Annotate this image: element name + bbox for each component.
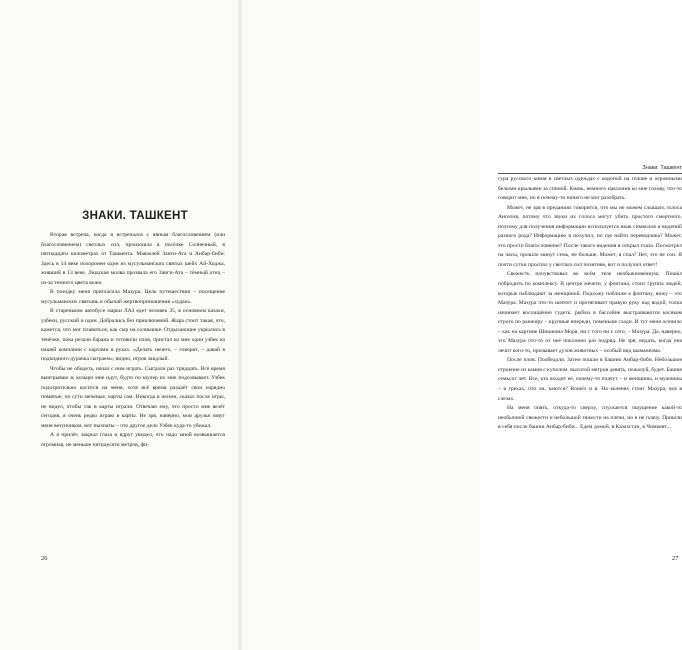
page-number-right: 27 [672, 555, 679, 562]
left-page-text [41, 231, 225, 451]
page-number-left: 26 [41, 555, 48, 562]
left-page [0, 0, 240, 650]
paragraph: После плов. Пообедали. Затем пошли в башню Анбар-биби. Небольшое строение из камня с куполом, высотой метров девять, пожалуй, будет. Башне семьсот лет. Все, кто входит её, почему-то плачут – и женщины, и мужчины – в грехах, что ли, каются? Вошёл и я. На коленях стоит Мазура, вся в слезах. [498, 357, 682, 402]
paragraph: В поездку меня пригласила Мазура. Цель путешествия – посещение мусульманских святынь и обычай жертвоприношения «худаи». [41, 289, 225, 305]
paragraph: На меня опять, откуда-то сверху, спускается ощущение какой-то необычной свежести и небольшой тяжести на плечи, но я не плачу. Пришли в себя после башни Анбар-биби... Едем домой, в Казахстан, в Чимкент... [498, 405, 682, 431]
paragraph: Вторая встреча, когда я встречался с явным благословением (или благословением) светлых сил, произошла в посёлке Солнечный, в пятнадцати километрах от Ташкента. Мавзолей Занги-Ата и Анбар-биби. Здесь в 14 веке похоронен один из мусульманских святых шейх Ай-Ходжа, живший в 13 веке. Людская молва прозвала его Занги-Ата – тёмный отец – из-за темного цвета кожи. [41, 232, 225, 286]
paragraph: А я прилёг, закрыл глаза и вдруг увидел, что надо мной возвышается огромная, не меньше пятидесяти метров, фи- [41, 432, 225, 449]
chapter-title: ЗНАКИ. ТАШКЕНТ [82, 210, 188, 222]
paragraph: В стареньком автобусе марки ЛАЗ едет человек 35, в основном казахи, узбеки, русский и один. Добрались без приключений. Жара стоит такая, что, кажется, что мог плавиться, как сыр на солнышке. Отдыхающие укрылись в тенёчке, пока резали барана и готовили плов, пристал ко мне один узбек из нашей компании с картами в руках. «Делать нечего, – говорит, – давай в подкидного дурачка сыграем»; видно, игрок заядлый. [41, 308, 225, 363]
paragraph: гура русского князя в светлых одеждах с короной на голове и огромными белыми крыльями за спиной. Князь, немного наклонив ко мне голову, что-то говорит мне, но я почему-то ничего не мог разобрать. [498, 176, 682, 202]
right-page [240, 0, 682, 650]
paragraph: Чтобы не обидеть, начал с ним играть. Сыграли раз тридцать. Всё время выигрываю я, козыри мне идут, будто по шулер их мне подсовывает. Узбек подозрительно косится на меня, хотя всё время раздаёт свои изрядно помятые, по сути меченые, карты сам. Никогда в жизни, сказал после игры, не видел, чтобы так в карты играли. Отвечаю ему, что просто мне везёт сегодня, я очень редко играю в карты. Не зря, наверно, мои друзья зовут меня везунчиком, вот пыхнаты – что другое дело Узбек куда-то убежал. [41, 365, 225, 429]
paragraph: Свежесть почувствовал во всём теле необыкновенную. Пошёл побродить по комплексу. В центре мечети, у фонтана, стоит группа людей, которые наблюдают за женщиной. Подхожу поближе к фонтану, вижу – это Мазура. Мазура что-то шептет и протягивает правую руку над водой, толпа начинает восхищённо гудеть: рыбки в бассейне выстраиваются косяком строго по ранжиру – крупные впереди, поменьше сзади. И тут меня осенило – как на картине Шишкина Моря, ни с того ни с сего, – Мазура. Да, наверно, это Мазура что-то от неё поклонно раз подряд. Не зря, видать, когда она лечит кого-то, призывает духов животных – особый вид шаманизма. [498, 271, 682, 354]
right-page-text [498, 175, 682, 433]
running-head: Знаки. Ташкент [498, 164, 682, 174]
paragraph: Может, не зря в преданиях говорится, что мы не можем слышать голоса Ангелов, потому что звуки их голоса могут убить простого смертного, поэтому для получения информации используется язык символов и видений разного рода? Информацию я получил, но где найти переводчика? Может, это просто благословение? После такого видения я открыл глаза. Посмотрел на часы, прошло минут семь, не больше. Может, я спал? Нет, это не сон. Я почти сутки проспал у светлых сил позитиве, вот и получил ответ! [498, 204, 682, 268]
